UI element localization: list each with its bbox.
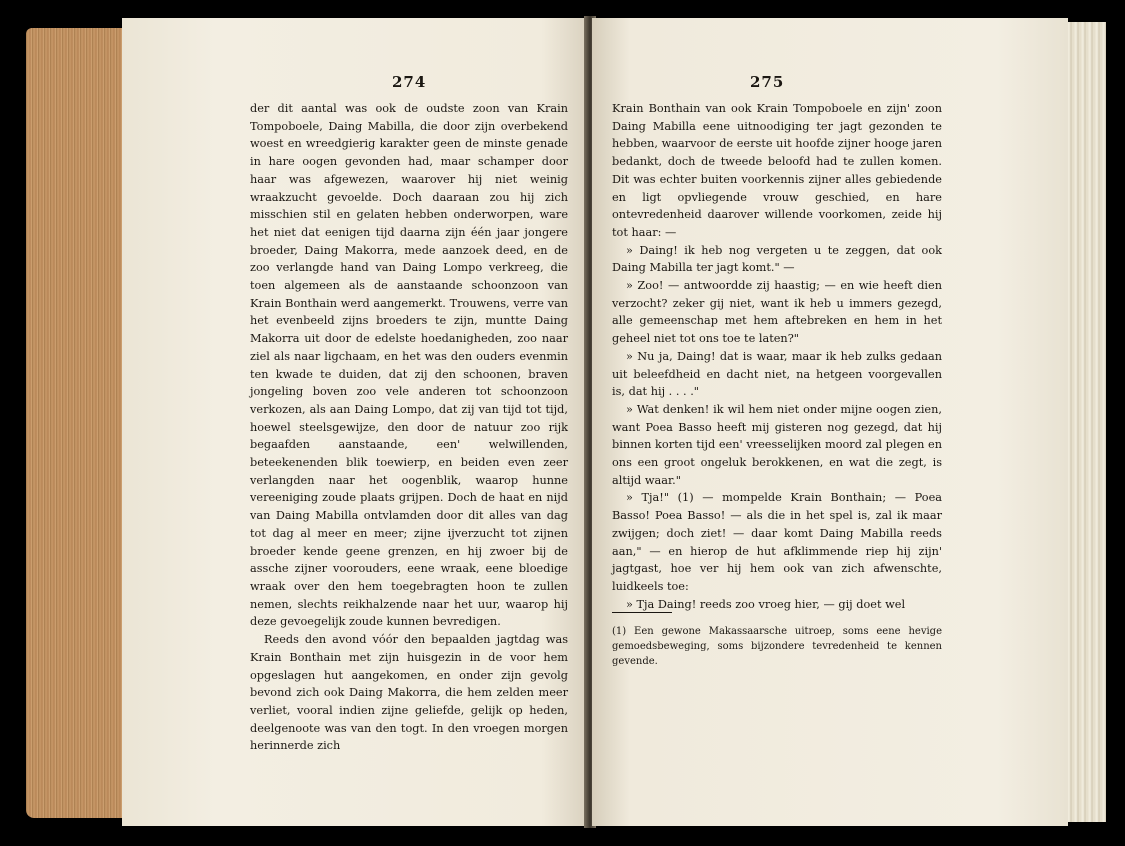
page-text [612, 100, 942, 613]
paragraph: Krain Bonthain van ook Krain Tompoboele en zijn' zoon Daing Mabilla eene uitnoodiging ter jagt gezonden te hebben, waarvoor de eerste uit hoofde zijner hooge jaren bedankt, doch de tweede beloofd had te zullen komen. Dit was echter buiten voorkennis zijner alles gebiedende en ligt opvliegende vrouw geschied, en hare ontevredenheid daarover willende voorkomen, zeide hij tot haar: — [612, 102, 942, 239]
left-page-edges [26, 28, 124, 818]
paragraph: der dit aantal was ook de oudste zoon van Krain Tompoboele, Daing Mabilla, die door zijn overbekend woest en wreedgierig karakter geen de minste genade in hare oogen gevonden had, maar schamper door haar was afgewezen, waarover hij niet weinig wraakzucht gevoelde. Doch daaraan zou hij zich misschien stil en gelaten hebben onderworpen, ware het niet dat eenigen tijd daarna zijn één jaar jongere broeder, Daing Makorra, mede aanzoek deed, en de zoo verlangde hand van Daing Lompo verkreeg, die toen algemeen als de aanstaande schoonzoon van Krain Bonthain werd aangemerkt. Trouwens, verre van het evenbeeld zijns broeders te zijn, muntte Daing Makorra uit door de edelste hoedanigheden, zoo naar ziel als naar ligchaam, en het was den ouders evenmin ten kwade te duiden, dat zij den schoonen, braven jongeling boven zoo vele anderen tot schoonzoon verkozen, als aan Daing Lompo, dat zij van tijd tot tijd, hoewel steelsgewijze, den door de natuur zoo rijk begaafden aanstaande, een' welwillenden, beteekenenden blik toewierp, en beiden even zeer verlangden naar het oogenblik, waarop hunne vereeniging zoude plaats grijpen. Doch de haat en nijd van Daing Mabilla ontvlamden door dit alles van dag tot dag al meer en meer; zijne ijverzucht tot zijnen broeder kende geene grenzen, en hij zwoer bij de assche zijner voorouders, eene wraak, eene bloedige wraak over den hem toegebragten hoon te zullen nemen, slechts reikhalzende naar het uur, waarop hij deze gevoegelijk zoude kunnen bevredigen. [250, 102, 568, 629]
paragraph: » Tja!" (1) — mompelde Krain Bonthain; — Poea Basso! Poea Basso! — als die in het spel is, zal ik maar zwijgen; doch ziet! — daar komt Daing Mabilla reeds aan," — en hierop de hut afklimmende riep hij zijn' jagtgast, hoe ver hij hem ook van zich afwenschte, luidkeels toe: [612, 491, 942, 593]
right-page-edges [1066, 22, 1106, 822]
paragraph: » Nu ja, Daing! dat is waar, maar ik heb zulks gedaan uit beleefdheid en dacht niet, na hetgeen voorgevallen is, dat hij . . . ." [612, 349, 942, 399]
footnote-rule [612, 612, 672, 613]
paragraph: » Wat denken! ik wil hem niet onder mijne oogen zien, want Poea Basso heeft mij gisteren nog gezegd, dat hij binnen korten tijd een' vreesselijken moord zal plegen en ons een groot ongeluk berokkenen, en wat die zegt, is altijd waar." [612, 402, 942, 487]
page-text [250, 100, 568, 755]
right-page [592, 18, 1068, 826]
paragraph: Reeds den avond vóór den bepaalden jagtdag was Krain Bonthain met zijn huisgezin in de voor hem opgeslagen hut aangekomen, en onder zijn gevolg bevond zich ook Daing Makorra, die hem zelden meer verliet, vooral indien zijne geliefde, gelijk op heden, deelgenoote was van den togt. In den vroegen morgen herinnerde zich [250, 633, 568, 753]
page-number: 275 [750, 73, 785, 91]
page-number: 274 [392, 73, 427, 91]
paragraph: » Zoo! — antwoordde zij haastig; — en wie heeft dien verzocht? zeker gij niet, want ik heb u immers gezegd, alle gemeenschap met hem aftebreken en hem in het geheel niet tot ons toe te laten?" [612, 279, 942, 346]
paragraph: » Daing! ik heb nog vergeten u te zeggen, dat ook Daing Mabilla ter jagt komt." — [612, 243, 942, 275]
left-page [122, 18, 588, 826]
footnote: (1) Een gewone Makassaarsche uitroep, soms eene hevige gemoedsbeweging, soms bijzondere tevredenheid te kennen gevende. [612, 626, 942, 667]
paragraph: » Tja Daing! reeds zoo vroeg hier, — gij doet wel [626, 597, 906, 611]
